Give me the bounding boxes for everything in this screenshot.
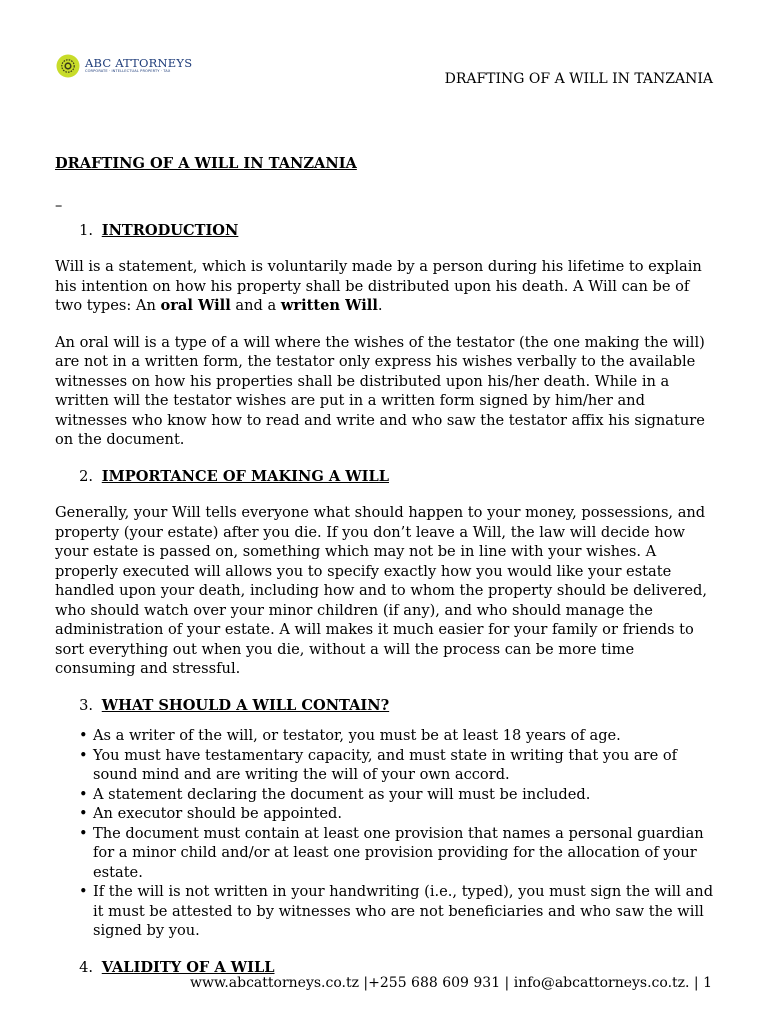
dash-separator: – [55, 196, 63, 214]
intro-paragraph-1 [55, 257, 715, 316]
document-title: DRAFTING OF A WILL IN TANZANIA [55, 155, 357, 172]
list-item: • A statement declaring the document as your will must be included. [93, 785, 715, 805]
list-item: • If the will is not written in your handwriting (i.e., typed), you must sign the will and it must be attested to by witnesses who are not beneficiaries and who saw the will signed by you. [93, 882, 715, 941]
section-title: IMPORTANCE OF MAKING A WILL [101, 467, 389, 485]
section-number: 1. [79, 221, 93, 239]
company-logo [56, 52, 192, 80]
section-number: 4. [79, 958, 93, 976]
section-title: INTRODUCTION [101, 221, 239, 239]
logo-tagline: CORPORATE · INTELLECTUAL PROPERTY · TAX [85, 69, 171, 74]
will-contents-list [55, 726, 715, 941]
oral-will-term: oral Will [160, 297, 231, 314]
list-item: • You must have testamentary capacity, and must state in writing that you are of sound mind and are writing the will of your own accord. [93, 746, 715, 785]
running-header-title: DRAFTING OF A WILL IN TANZANIA [444, 71, 713, 87]
section-number: 2. [79, 467, 93, 485]
intro-text: . [377, 297, 383, 314]
section-heading-introduction [55, 221, 715, 241]
section-heading-importance [55, 467, 715, 487]
list-item: • As a writer of the will, or testator, you must be at least 18 years of age. [93, 726, 715, 746]
section-number: 3. [79, 696, 93, 714]
section-title: WHAT SHOULD A WILL CONTAIN? [101, 696, 390, 714]
section-title: VALIDITY OF A WILL [101, 958, 275, 976]
logo-name: ABC ATTORNEYS [85, 55, 193, 70]
list-item: • The document must contain at least one provision that names a personal guardian for a minor child and/or at least one provision providing for the allocation of your estate. [93, 824, 715, 883]
list-item: • An executor should be appointed. [93, 804, 715, 824]
logo-emblem-icon [56, 54, 80, 78]
document-body [55, 154, 715, 977]
section-heading-contents [55, 696, 715, 716]
written-will-term: written Will [280, 297, 378, 314]
intro-paragraph-2: An oral will is a type of a will where the wishes of the testator (the one making the will) are not in a written form, the testator only express his wishes verbally to the available witnesses on how his properties shall be distributed upon his/her death. While in a written will the testator wishes are put in a written form signed by him/her and witnesses who know how to read and write and who saw the testator affix his signature on the document. [55, 333, 705, 448]
importance-paragraph: Generally, your Will tells everyone what should happen to your money, possessions, and property (your estate) after you die. If you don’t leave a Will, the law will decide how your estate is passed on, something which may not be in line with your wishes. A properly executed will allows you to specify exactly how you would like your estate handled upon your death, including how and to whom the property should be delivered, who should watch over your minor children (if any), and who should manage the administration of your estate. A will makes it much easier for your family or friends to sort everything out when you die, without a will the process can be more time consuming and stressful. [55, 504, 707, 677]
intro-text: Will is a statement, which is voluntarily made by a person during his lifetime to explain his intention on how his property shall be distributed upon his death. A Will can be of two types: An [55, 258, 702, 314]
page-footer: www.abcattorneys.co.tz |+255 688 609 931 | info@abcattorneys.co.tz. | 1 [190, 975, 712, 991]
intro-text: and a [230, 297, 281, 314]
